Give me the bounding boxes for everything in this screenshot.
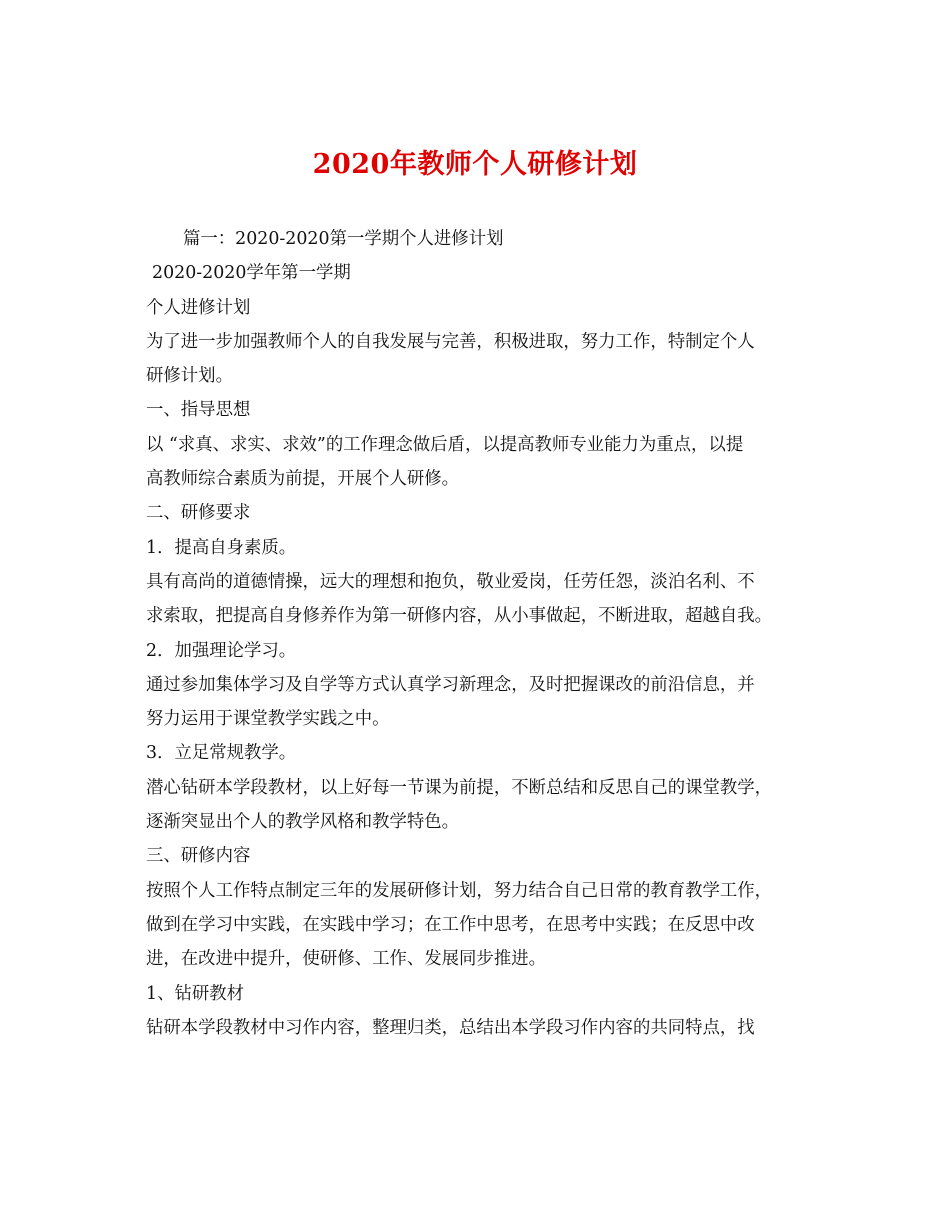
paragraph-line: 按照个人工作特点制定三年的发展研修计划，努力结合自己日常的教育教学工作，: [146, 880, 773, 901]
paragraph-line: 做到在学习中实践，在实践中学习；在工作中思考，在思考中实践；在反思中改: [146, 914, 755, 935]
section-heading: 二、研修要求: [146, 503, 251, 524]
paragraph-line: 通过参加集体学习及自学等方式认真学习新理念，及时把握课改的前沿信息，并: [146, 674, 755, 695]
paragraph-line: 潜心钻研本学段教材，以上好每一节课为前提，不断总结和反思自己的课堂教学，: [146, 777, 773, 798]
paragraph-line: 研修计划。: [146, 366, 233, 387]
paragraph-line: 求索取，把提高自身修养作为第一研修内容，从小事做起，不断进取，超越自我。: [146, 606, 773, 627]
paragraph-line: 为了进一步加强教师个人的自我发展与完善，积极进取，努力工作，特制定个人: [146, 331, 755, 352]
document-title: 2020年教师个人研修计划: [312, 149, 638, 180]
subsection-heading: 1．提高自身素质。: [146, 537, 297, 558]
paragraph-line: 具有高尚的道德情操，远大的理想和抱负，敬业爱岗，任劳任怨，淡泊名利、不: [146, 571, 755, 592]
subsection-heading: 2．加强理论学习。: [146, 640, 297, 661]
paragraph-line: 高教师综合素质为前提，开展个人研修。: [146, 469, 460, 490]
section-heading: 三、研修内容: [146, 846, 251, 867]
paragraph-line: 进，在改进中提升，使研修、工作、发展同步推进。: [146, 949, 546, 970]
paragraph-line: 篇一：2020-2020第一学期个人进修计划: [183, 229, 504, 249]
document-body: [146, 222, 810, 1045]
paragraph-line: 以 “求真、求实、求效”的工作理念做后盾，以提高教师专业能力为重点，以提: [146, 434, 744, 455]
paragraph-line: 逐渐突显出个人的教学风格和教学特色。: [146, 812, 460, 833]
section-heading: 一、指导思想: [146, 400, 251, 421]
paragraph-line: 个人进修计划: [146, 297, 251, 318]
paragraph-line: 努力运用于课堂教学实践之中。: [146, 709, 390, 730]
paragraph-line: 2020-2020学年第一学期: [152, 263, 351, 284]
paragraph-line: 钻研本学段教材中习作内容，整理归类，总结出本学段习作内容的共同特点，找: [146, 1017, 755, 1038]
subsection-heading: 1、钻研教材: [146, 983, 245, 1004]
subsection-heading: 3．立足常规教学。: [146, 743, 297, 764]
